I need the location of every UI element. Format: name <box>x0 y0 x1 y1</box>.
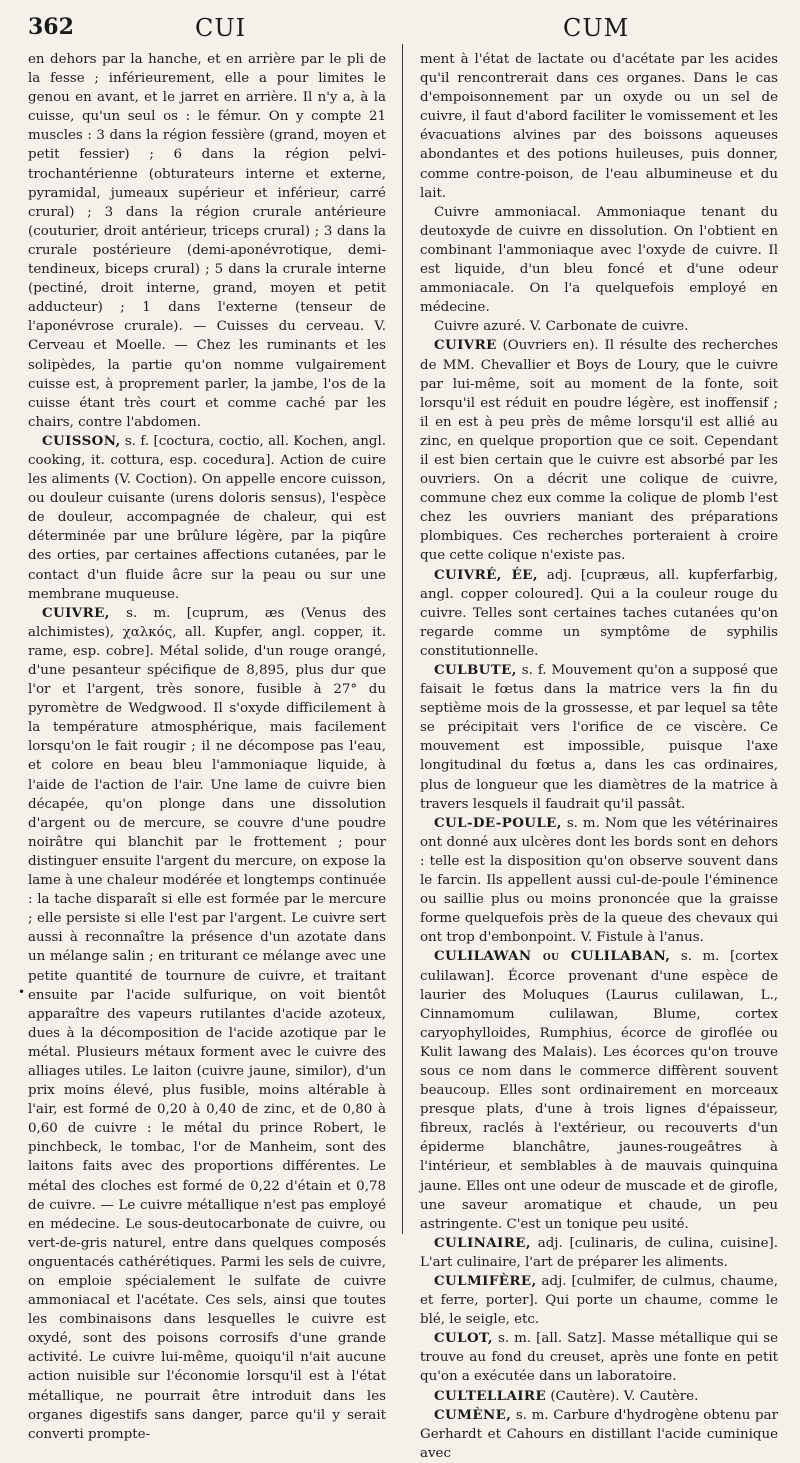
column-divider <box>402 44 403 1234</box>
entry-text: s. f. Mouvement qu'on a supposé que faisait le fœtus dans la matrice vers la fin du septième mois de la grossesse, et par lequel sa tête se précipitait vers l'orifice de ce viscère. Ce mouvement est impossible, puisque l'axe longitudinal du fœtus a, dans les cas ordinaires, plus de longueur que les diamètres de la matrice à travers lesquels il faudrait qu'il passât. <box>420 663 778 812</box>
entry-paragraph <box>420 566 778 661</box>
entry-paragraph <box>420 317 778 336</box>
entry-text: adj. [cupræus, all. kupferfarbig, angl. copper coloured]. Qui a la couleur rouge du cuivre. Telles sont certaines taches cutanées qu'on regarde comme un symptôme de syphilis constitutionnelle. <box>420 567 778 659</box>
margin-mark: • <box>18 985 26 999</box>
entry-paragraph <box>420 947 778 1233</box>
entry-text: adj. [culmifer, de culmus, chaume, et ferre, porter]. Qui porte un chaume, comme le blé, le seigle, etc. <box>420 1274 778 1328</box>
entry-headword: CUMÈNE, <box>434 1406 512 1423</box>
right-column <box>420 50 779 1461</box>
entry-paragraph <box>420 1272 778 1329</box>
entry-text: Cuivre ammoniacal. Ammoniaque tenant du deutoxyde de cuivre en dissolution. On l'obtient en combinant l'ammoniaque avec l'oxyde de cuivre. Il est liquide, d'un bleu foncé et d'une odeur ammoniacale. On l'a quelquefois employé en médecine. <box>420 204 778 316</box>
entry-text: s. m. Carbure d'hydrogène obtenu par Gerhardt et Cahours en distillant l'acide cuminique avec <box>420 1407 778 1461</box>
entry-text: s. m. Nom que les vétérinaires ont donné aux ulcères dont les bords sont en dehors : telle est la disposition qu'on observe souvent dans le farcin. Ils appellent aussi cul-de-poule l'éminence ou saillie plus ou moins prononcée que la graisse forme quelquefois près de la queue des chevaux qui ont trop d'embonpoint. V. Fistule à l'anus. <box>420 815 779 946</box>
entry-headword: CULOT, <box>434 1330 493 1347</box>
entry-headword: CUIVRE, <box>42 604 110 621</box>
entry-text: adj. [culinaris, de culina, cuisine]. L'art culinaire, l'art de préparer les aliments. <box>420 1235 778 1270</box>
entry-text: (Ouvriers en). Il résulte des recherches de MM. Chevallier et Boys de Loury, que le cuivre par lui-même, soit au moment de la fonte, soit lorsqu'il est réduit en poudre légère, est inoffensif ; il en est à peu près de même lorsqu'il est allié au zinc, en quelque proportion que ce soit. Cependant il est bien certain que le cuivre est absorbé par les ouvriers. On a décrit une colique de cuivre, commune chez eux comme la colique de plomb l'est chez les ouvriers maniant des préparations plombiques. Ces recherches porteraient à croire que cette colique n'existe pas. <box>420 338 778 564</box>
entry-text: en dehors par la hanche, et en arrière par le pli de la fesse ; inférieurement, elle a pour limites le genou en avant, et le jarret en arrière. Il n'y a, à la cuisse, qu'un seul os : le fémur. On y compte 21 muscles : 3 dans la région fessière (grand, moyen et petit fessier) ; 6 dans la région pelvi-trochantérienne (obturateurs interne et externe, pyramidal, jumeaux supérieur et inférieur, carré crural) ; 3 dans la région crurale antérieure (couturier, droit antérieur, triceps crural) ; 3 dans la crurale postérieure (demi-aponévrotique, demi-tendineux, biceps crural) ; 5 dans la crurale interne (pectiné, droit interne, grand, moyen et petit adducteur) ; 1 dans l'externe (tenseur de l'aponévrose crurale). — Cuisses du cerveau. V. Cerveau et Moelle. — Chez les ruminants et les solipèdes, la partie qu'on nomme vulgairement cuisse est, à proprement parler, la jambe, l'os de la cuisse étant très court et comme caché par les chairs, contre l'abdomen. <box>28 52 386 430</box>
entry-paragraph <box>28 50 386 432</box>
entry-headword: CUL-DE-POULE, <box>434 814 562 831</box>
entry-paragraph <box>420 1234 778 1272</box>
entry-text: s. m. [cuprum, æs (Venus des alchimistes), χαλκός, all. Kupfer, angl. copper, it. rame, esp. cobre]. Métal solide, d'un rouge orangé, d'une pesanteur spécifique de 8,895, plus dur que l'or et l'argent, très sonore, fusible à 27° du pyromètre de Wedgwood. Il s'oxyde difficilement à la température atmosphérique, mais facilement lorsqu'on le fait rougir ; il ne décompose pas l'eau, et colore en beau bleu l'ammoniaque liquide, à l'aide de l'action de l'air. Une lame de cuivre bien décapée, qu'on plonge dans une dissolution d'argent ou de mercure, se couvre d'une poudre noirâtre qui blanchit par le frottement ; pour distinguer ensuite l'argent du mercure, on expose la lame à une chaleur modérée et longtemps continuée : la tache disparaît si elle est formée par le mercure ; elle persiste si elle l'est par l'argent. Le cuivre sert aussi à reconnaître la présence d'un azotate dans un mélange salin ; en triturant ce mélange avec une petite quantité de tournure de cuivre, et traitant ensuite par l'acide sulfurique, on voit bientôt apparaître des vapeurs rutilantes d'acide azoteux, dues à la décomposition de l'acide azotique par le métal. Plusieurs métaux forment avec le cuivre des alliages utiles. Le laiton (cuivre jaune, similor), d'un prix moins élevé, plus fusible, moins altérable à l'air, est formé de 0,20 à 0,40 de zinc, et de 0,80 à 0,60 de cuivre : le métal du prince Robert, le pinchbeck, le tombac, l'or de Manheim, sont des laitons faits avec des proportions différentes. Le métal des cloches est formé de 0,22 d'étain et 0,78 de cuivre. — Le cuivre métallique n'est pas employé en médecine. Le sous-deutocarbonate de cuivre, ou vert-de-gris naturel, entre dans quelques composés onguentacés cathérétiques. Parmi les sels de cuivre, on emploie spécialement le sulfate de cuivre ammoniacal et l'acétate. Ces sels, ainsi que toutes les combinaisons dans lesquelles le cuivre est oxydé, sont des poisons corrosifs d'une grande activité. Le cuivre lui-même, quoiqu'il n'ait aucune action nuisible sur l'économie lorsqu'il est à l'état métallique, ne pourrait être introduit dans les organes digestifs sans danger, parce qu'il y serait converti prompte- <box>28 605 386 1442</box>
running-head-right: CUM <box>563 14 630 42</box>
running-head-left: CUI <box>195 14 247 42</box>
entry-text: ment à l'état de lactate ou d'acétate par les acides qu'il rencontrerait dans ces organes. Dans le cas d'empoisonnement par un oxyde ou un sel de cuivre, il faut d'abord faciliter le vomissement et les évacuations alvines par des boissons aqueuses abondantes et des potions huileuses, puis donner, comme contre-poison, de l'eau albumineuse et du lait. <box>420 52 778 201</box>
entry-paragraph <box>28 432 386 604</box>
entry-paragraph <box>420 50 778 203</box>
entry-paragraph <box>420 1329 778 1386</box>
entry-paragraph <box>420 1387 778 1406</box>
entry-paragraph <box>420 203 778 318</box>
page-number: 362 <box>28 14 74 40</box>
entry-text: (Cautère). V. Cautère. <box>550 1388 699 1404</box>
entry-headword: CULTELLAIRE <box>434 1387 547 1404</box>
entry-paragraph <box>420 661 778 814</box>
entry-text: s. m. [all. Satz]. Masse métallique qui se trouve au fond du creuset, après une fonte en petit qu'on a exécutée dans un laboratoire. <box>420 1331 778 1385</box>
entry-headword: CUISSON, <box>42 432 121 449</box>
entry-paragraph <box>420 1406 778 1463</box>
entry-paragraph <box>28 604 386 1444</box>
entry-paragraph <box>420 814 778 948</box>
entry-paragraph <box>420 336 778 565</box>
entry-headword: CULINAIRE, <box>434 1234 531 1251</box>
left-column <box>28 50 386 1442</box>
page-header <box>0 14 800 50</box>
entry-headword: CUIVRE <box>434 337 497 354</box>
entry-headword: CULBUTE, <box>434 662 517 678</box>
entry-text: s. f. [coctura, coctio, all. Kochen, angl. cooking, it. cottura, esp. cocedura]. Action de cuire les aliments (V. Coction). On appelle encore cuisson, ou douleur cuisante (urens doloris sensus), l'espèce de douleur, accompagnée de chaleur, qui est déterminée par une brûlure légère, par la piqûre des orties, par certaines affections cutanées, par le contact d'un fluide âcre sur la peau ou sur une membrane muqueuse. <box>28 433 386 602</box>
entry-headword: CUIVRÉ, ÉE, <box>434 566 538 583</box>
entry-text: s. m. [cortex culilawan]. Écorce provenant d'une espèce de laurier des Moluques (Laurus culilawan, L., Cinnamomum culilawan, Blume, cortex caryophylloides, Rumphius, écorce de giroflée ou Kulit lawang des Malais). Les écorces qu'on trouve sous ce nom dans le commerce diffèrent souvent beaucoup. Elles sont ordinairement en morceaux presque plats, d'une à trois lignes d'épaisseur, fibreux, raclés à l'extérieur, ou recouverts d'un épiderme blanchâtre, jaunes-rougeâtres à l'intérieur, et semblables à de mauvais quinquina jaune. Elles ont une odeur de muscade et de girofle, une saveur aromatique et chaude, un peu astringente. C'est un tonique peu usité. <box>420 949 779 1232</box>
entry-headword: CULMIFÈRE, <box>434 1273 537 1289</box>
entry-headword: CULILAWAN ou CULILABAN, <box>434 948 671 965</box>
entry-text: Cuivre azuré. V. Carbonate de cuivre. <box>434 319 689 335</box>
